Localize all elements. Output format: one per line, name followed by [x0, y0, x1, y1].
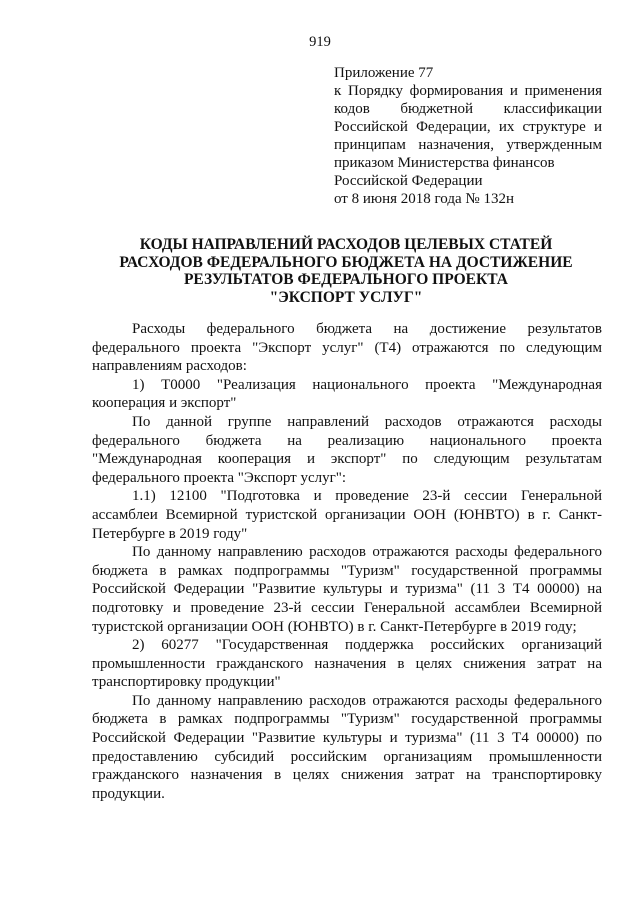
document-body [92, 320, 602, 803]
appendix-line: от 8 июня 2018 года № 132н [334, 191, 514, 207]
appendix-line: кодов бюджетной классификации [334, 101, 602, 117]
appendix-line: приказом Министерства финансов [334, 155, 555, 171]
body-paragraph: По данному направлению расходов отражаются расходы федерального бюджета в рамках подпрограммы "Туризм" государственной программы Российской Федерации "Развитие культуры и туризма" (11 3 Т4 00000) по предоставлению субсидий российским организациям промышленности гражданского назначения в целях снижения затрат на транспортировку продукции. [92, 692, 602, 802]
appendix-line: принципам назначения, утвержденным [334, 137, 602, 153]
body-paragraph: 2) 60277 "Государственная поддержка российских организаций промышленности гражданского назначения в целях снижения затрат на транспортировку продукции" [92, 637, 602, 691]
page-number: 919 [309, 34, 331, 50]
appendix-line: Российской Федерации [334, 173, 483, 189]
appendix-line: Приложение 77 [334, 65, 434, 81]
appendix-line: Российской Федерации, их структуре и [334, 119, 602, 135]
body-paragraph: 1) Т0000 "Реализация национального проекта "Международная кооперация и экспорт" [92, 376, 602, 412]
body-paragraph: По данной группе направлений расходов отражаются расходы федерального бюджета на реализацию национального проекта "Международная кооперация и экспорт" по следующим результатам федерального проекта "Экспорт услуг": [92, 413, 602, 486]
title-line: КОДЫ НАПРАВЛЕНИЙ РАСХОДОВ ЦЕЛЕВЫХ СТАТЕЙ [139, 236, 553, 253]
title-line: "ЭКСПОРТ УСЛУГ" [269, 288, 423, 306]
title-line: РЕЗУЛЬТАТОВ ФЕДЕРАЛЬНОГО ПРОЕКТА [183, 271, 509, 288]
body-paragraph: По данному направлению расходов отражаются расходы федерального бюджета в рамках подпрограммы "Туризм" государственной программы Российской Федерации "Развитие культуры и туризма" (11 3 Т4 00000) на подготовку и проведение 23-й сессии Генеральной ассамблеи Всемирной туристской организации ООН (ЮНВТО) в г. Санкт-Петербурге в 2019 году; [92, 544, 602, 635]
body-paragraph: 1.1) 12100 "Подготовка и проведение 23-й сессии Генеральной ассамблеи Всемирной туристской организации ООН (ЮНВТО) в г. Санкт-Петербурге в 2019 году" [92, 488, 602, 542]
appendix-header [334, 64, 602, 208]
body-paragraph: Расходы федерального бюджета на достижение результатов федерального проекта "Экспорт услуг" (Т4) отражаются по следующим направлениям расходов: [92, 321, 602, 375]
title-line: РАСХОДОВ ФЕДЕРАЛЬНОГО БЮДЖЕТА НА ДОСТИЖЕНИЕ [119, 253, 573, 271]
appendix-line: к Порядку формирования и применения [334, 83, 602, 99]
document-title [92, 236, 600, 306]
